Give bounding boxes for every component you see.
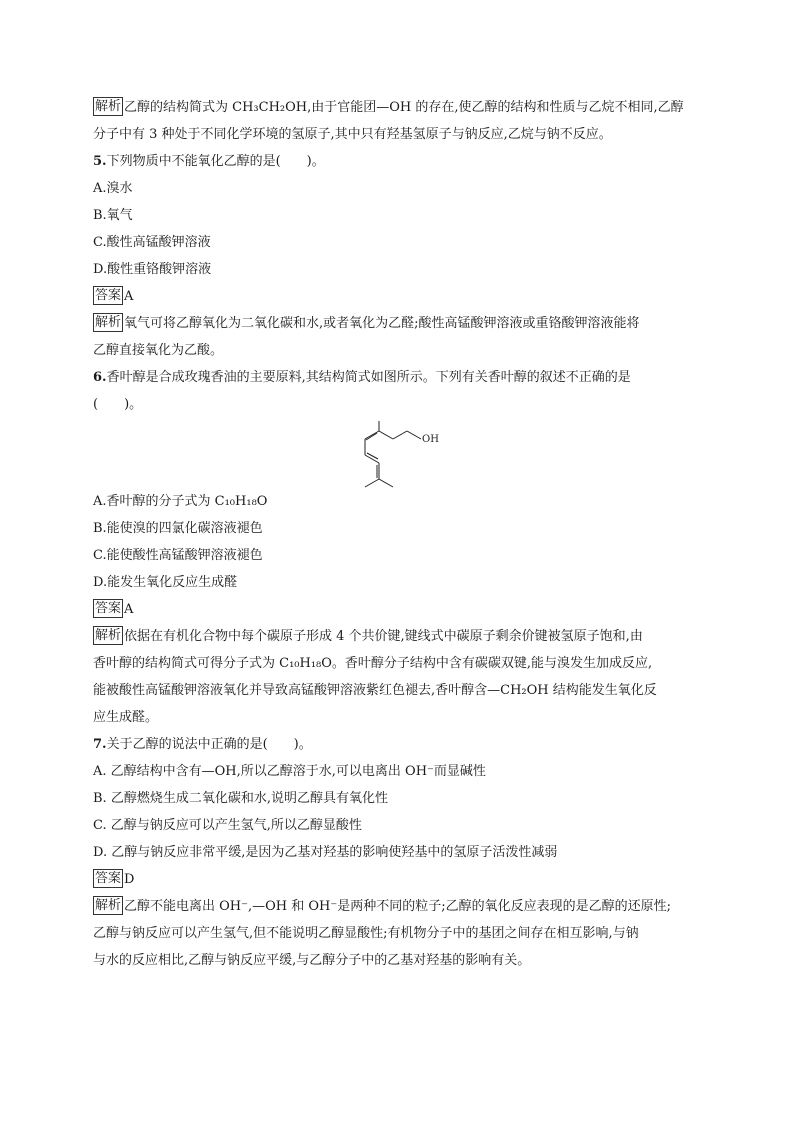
text-line [93,391,705,418]
bond-line [365,431,379,439]
answer-text: D [124,872,135,887]
question-stem [93,364,705,391]
question-text: 香叶醇是合成玫瑰香油的主要原料,其结构简式如图所示。下列有关香叶醇的叙述不正确的是 [106,370,631,385]
text-line [93,650,705,677]
analysis-text: 依据在有机化合物中每个碳原子形成 4 个共价键,键线式中碳原子剩余价键被氢原子饱和,由 [124,629,643,644]
analysis-tag: 解析 [95,628,122,643]
answer-line [93,596,705,623]
line-text: D.酸性重铬酸钾溶液 [93,262,212,277]
analysis-text: 氧气可将乙醇氧化为二氧化碳和水,或者氧化为乙醛;酸性高锰酸钾溶液或重铬酸钾溶液能将 [124,316,640,331]
text-line [93,704,705,731]
answer-text: A [124,602,134,617]
geraniol-structure-figure [93,418,705,488]
text-line [93,542,705,569]
analysis-line [93,893,705,920]
line-text: 分子中有 3 种处于不同化学环境的氢原子,其中只有羟基氢原子与钠反应,乙烷与钠不反应。 [93,127,612,142]
answer-line [93,866,705,893]
analysis-tag: 解析 [95,898,122,913]
question-number: 5. [93,154,107,169]
line-text: 乙醇直接氧化为乙酸。 [93,343,224,358]
analysis-line [93,94,705,121]
question-stem [93,731,705,758]
answer-tag: 答案 [95,871,122,886]
text-line [93,569,705,596]
document-content [93,94,705,974]
answer-text: A [124,289,134,304]
bond-line [366,433,377,440]
question-text: 关于乙醇的说法中正确的是( )。 [106,737,312,752]
text-line [93,839,705,866]
text-line [93,488,705,515]
line-text: ( )。 [93,397,143,412]
question-number: 6. [93,370,107,385]
text-line [93,337,705,364]
question-stem [93,148,705,175]
text-line [93,785,705,812]
line-text: 应生成醛。 [93,710,159,725]
text-line [93,515,705,542]
text-line [93,947,705,974]
line-text: B.能使溴的四氯化碳溶液褪色 [93,521,263,536]
text-line [93,121,705,148]
line-text: C.能使酸性高锰酸钾溶液褪色 [93,548,263,563]
bond-line [367,453,378,459]
geraniol-skeletal-formula [349,418,449,488]
text-line [93,677,705,704]
line-text: A.溴水 [93,181,133,196]
line-text: B. 乙醇燃烧生成二氧化碳和水,说明乙醇具有氧化性 [93,791,388,806]
line-text: A. 乙醇结构中含有—OH,所以乙醇溶于水,可以电离出 OH⁻而显碱性 [93,764,486,779]
line-text: D. 乙醇与钠反应非常平缓,是因为乙基对羟基的影响使羟基中的氢原子活泼性减弱 [93,845,558,860]
text-line [93,175,705,202]
analysis-line [93,310,705,337]
bond-line [379,431,393,439]
line-text: 香叶醇的结构简式可得分子式为 C₁₀H₁₈O。香叶醇分子结构中含有碳碳双键,能与溴发生加成反应, [93,656,653,671]
text-line [93,229,705,256]
text-line [93,256,705,283]
bond-line [407,431,421,439]
line-text: D.能发生氧化反应生成醛 [93,575,238,590]
bond-line [379,479,393,487]
question-text: 下列物质中不能氧化乙醇的是( )。 [106,154,325,169]
bond-line [393,431,407,439]
text-line [93,812,705,839]
analysis-tag: 解析 [95,99,122,114]
text-line [93,920,705,947]
line-text: C.酸性高锰酸钾溶液 [93,235,211,250]
bond-line [365,479,379,487]
hydroxyl-label: OH [422,434,439,445]
analysis-tag: 解析 [95,315,122,330]
answer-tag: 答案 [95,601,122,616]
analysis-text: 乙醇的结构简式为 CH₃CH₂OH,由于官能团—OH 的存在,使乙醇的结构和性质与乙烷不相同,乙醇 [124,100,684,115]
line-text: 能被酸性高锰酸钾溶液氧化并导致高锰酸钾溶液紫红色褪去,香叶醇含—CH₂OH 结构能发生氧化反 [93,683,657,698]
answer-tag: 答案 [95,288,122,303]
analysis-text: 乙醇不能电离出 OH⁻,—OH 和 OH⁻是两种不同的粒子;乙醇的氧化反应表现的是乙醇的还原性; [124,899,672,914]
text-line [93,758,705,785]
question-number: 7. [93,737,107,752]
line-text: B.氧气 [93,208,133,223]
answer-line [93,283,705,310]
line-text: C. 乙醇与钠反应可以产生氢气,所以乙醇显酸性 [93,818,362,833]
line-text: 与水的反应相比,乙醇与钠反应平缓,与乙醇分子中的乙基对羟基的影响有关。 [93,953,531,968]
text-line [93,202,705,229]
analysis-line [93,623,705,650]
line-text: A.香叶醇的分子式为 C₁₀H₁₈O [93,494,268,509]
line-text: 乙醇与钠反应可以产生氢气,但不能说明乙醇显酸性;有机物分子中的基团之间存在相互影响,与钠 [93,926,639,941]
